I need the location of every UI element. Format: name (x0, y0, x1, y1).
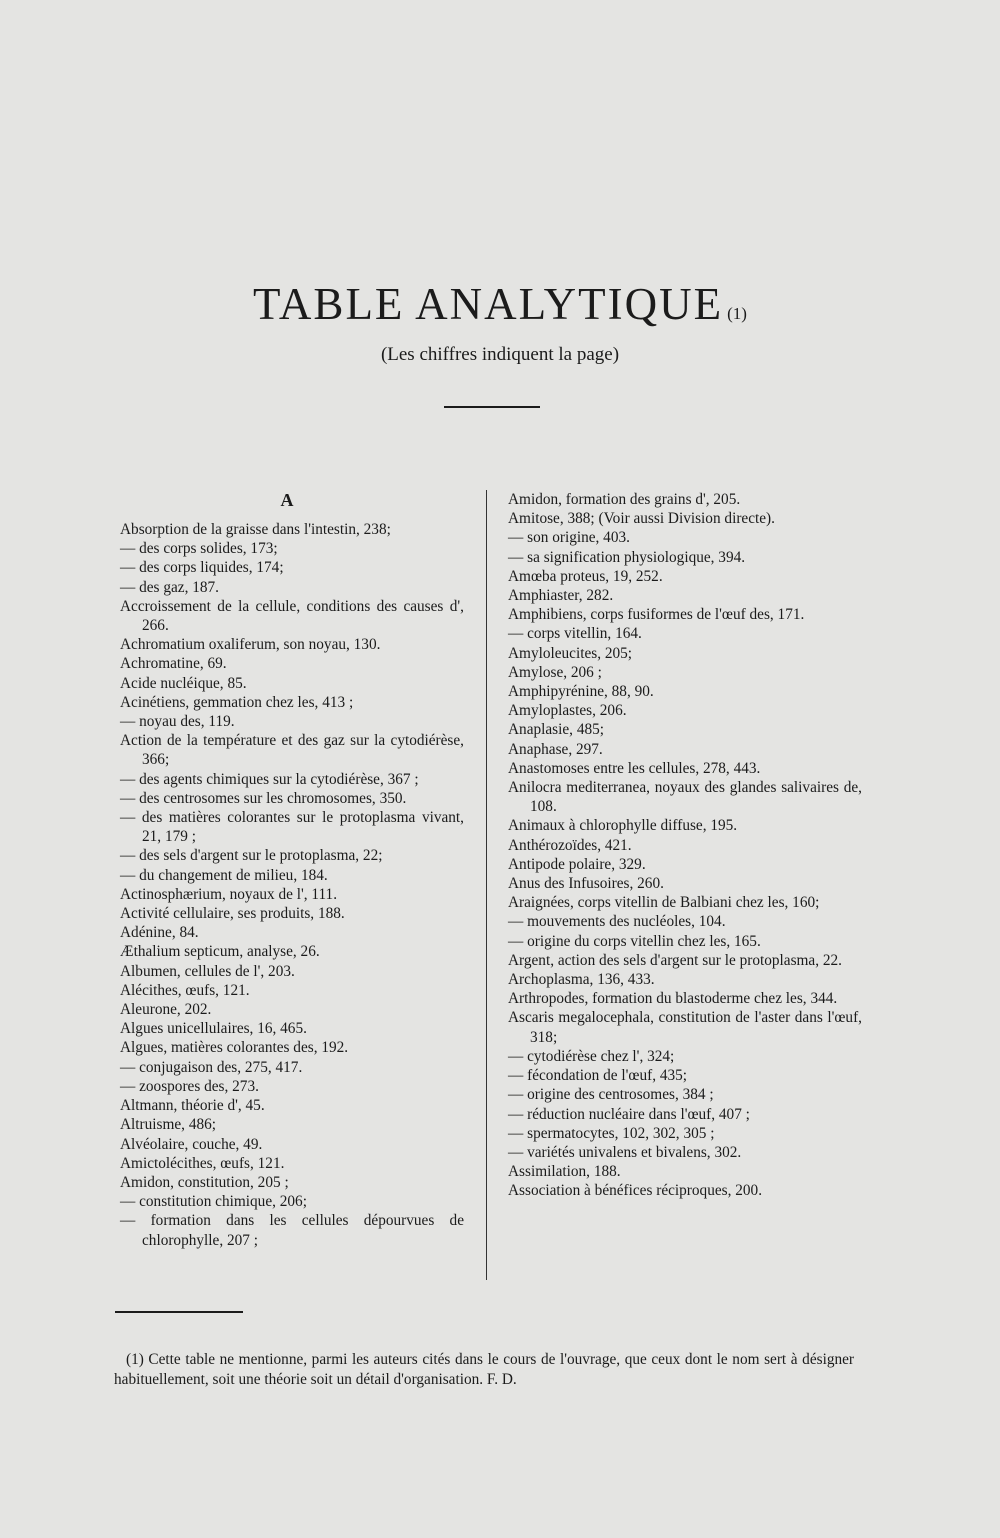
index-entry: Antipode polaire, 329. (508, 855, 646, 873)
index-entry: Amitose, 388; (Voir aussi Division directe). (508, 510, 775, 528)
index-entry: Actinosphærium, noyaux de l', 111. (120, 885, 338, 903)
page-title (0, 278, 1000, 330)
index-entry: Association à bénéfices réciproques, 200. (508, 1182, 763, 1200)
index-entry: — conjugaison des, 275, 417. (120, 1058, 303, 1076)
index-entry: — cytodiérèse chez l', 324; (508, 1047, 675, 1065)
index-entry: Anilocra mediterranea, noyaux des glandes salivaires de, 108. (508, 779, 862, 816)
index-entry: Æthalium septicum, analyse, 26. (120, 943, 320, 961)
index-entry: Amœba proteus, 19, 252. (508, 567, 663, 585)
index-entry: — des matières colorantes sur le protoplasma vivant, 21, 179 ; (120, 809, 464, 846)
page-subtitle: (Les chiffres indiquent la page) (380, 344, 620, 365)
index-entry: Algues unicellulaires, 16, 465. (120, 1020, 307, 1038)
index-entry: Anaphase, 297. (508, 740, 603, 758)
index-entry: — des agents chimiques sur la cytodiérèse, 367 ; (120, 770, 419, 788)
section-letter: A (280, 490, 294, 510)
index-entry: Acinétiens, gemmation chez les, 413 ; (120, 693, 354, 711)
index-entry: Assimilation, 188. (508, 1163, 621, 1181)
index-entry: Action de la température et des gaz sur la cytodiérèse, 366; (120, 732, 464, 769)
index-entry: — des corps solides, 173; (120, 540, 278, 558)
index-entry: — fécondation de l'œuf, 435; (508, 1067, 688, 1085)
index-entry: Amictolécithes, œufs, 121. (120, 1154, 285, 1172)
column-divider (486, 490, 487, 1280)
index-entry: Amyloplastes, 206. (508, 702, 627, 720)
index-entry: Anthérozoïdes, 421. (508, 836, 632, 854)
index-entry: Araignées, corps vitellin de Balbiani chez les, 160; (508, 894, 820, 912)
index-entry: Amphibiens, corps fusiformes de l'œuf des, 171. (508, 606, 805, 624)
index-entry: Altruisme, 486; (120, 1116, 217, 1134)
index-entry: Achromatium oxaliferum, son noyau, 130. (120, 636, 381, 654)
index-entry: Aleurone, 202. (120, 1001, 212, 1019)
index-entry: Animaux à chlorophylle diffuse, 195. (508, 817, 738, 835)
index-entry: Albumen, cellules de l', 203. (120, 962, 295, 980)
index-entry: — sa signification physiologique, 394. (508, 548, 746, 566)
index-entry: — du changement de milieu, 184. (120, 866, 328, 884)
index-entry: Adénine, 84. (120, 924, 199, 942)
index-entry: Amidon, formation des grains d', 205. (508, 491, 741, 508)
footnote-rule (115, 1311, 243, 1313)
index-entry: — constitution chimique, 206; (120, 1193, 307, 1211)
index-entry: Anastomoses entre les cellules, 278, 443. (508, 759, 761, 777)
index-entry: Amidon, constitution, 205 ; (120, 1173, 289, 1191)
index-entry: Anus des Infusoires, 260. (508, 875, 664, 893)
index-entry: Altmann, théorie d', 45. (120, 1097, 265, 1115)
index-entry: — formation dans les cellules dépourvues de chlorophylle, 207 ; (120, 1212, 464, 1249)
index-entry: — son origine, 403. (508, 529, 630, 547)
index-entry: Achromatine, 69. (120, 655, 227, 673)
index-entry: — zoospores des, 273. (120, 1077, 259, 1095)
index-entry: Accroissement de la cellule, conditions des causes d', 266. (120, 597, 464, 635)
index-entry: — des gaz, 187. (120, 578, 219, 596)
index-entry: Anaplasie, 485; (508, 721, 605, 739)
index-entry: — origine du corps vitellin chez les, 165. (508, 932, 761, 950)
index-entry: Amphiaster, 282. (508, 587, 614, 605)
index-entry: Algues, matières colorantes des, 192. (120, 1039, 349, 1057)
footnote-text: (1) Cette table ne mentionne, parmi les auteurs cités dans le cours de l'ouvrage, que ceux dont le nom sert à désigner habituellement, soit une théorie soit un détail d'organisation. F. D. (114, 1351, 854, 1388)
title-rule (444, 406, 540, 408)
index-entry: — variétés univalens et bivalens, 302. (508, 1143, 742, 1161)
index-column-left (120, 520, 464, 1250)
index-entry: — des centrosomes sur les chromosomes, 350. (120, 789, 407, 807)
index-entry: — réduction nucléaire dans l'œuf, 407 ; (508, 1105, 750, 1123)
index-entry: Argent, action des sels d'argent sur le protoplasma, 22. (508, 951, 842, 969)
index-entry: — des sels d'argent sur le protoplasma, 22; (120, 847, 383, 865)
index-entry: Archoplasma, 136, 433. (508, 971, 655, 989)
index-entry: Amylose, 206 ; (508, 663, 602, 681)
index-entry: Ascaris megalocephala, constitution de l'aster dans l'œuf, 318; (508, 1009, 862, 1046)
index-entry: Absorption de la graisse dans l'intestin, 238; (120, 521, 391, 538)
title-text: TABLE ANALYTIQUE (253, 279, 724, 329)
index-entry: — mouvements des nucléoles, 104. (508, 913, 726, 931)
index-entry: Amphipyrénine, 88, 90. (508, 683, 654, 701)
index-entry: Amyloleucites, 205; (508, 644, 633, 662)
index-entry: Alvéolaire, couche, 49. (120, 1135, 263, 1153)
index-entry: — des corps liquides, 174; (120, 559, 284, 577)
footnote-reference: (1) (727, 304, 747, 323)
footnote (114, 1350, 854, 1390)
index-entry: — noyau des, 119. (120, 713, 235, 731)
index-entry: Arthropodes, formation du blastoderme chez les, 344. (508, 990, 838, 1008)
index-entry: Activité cellulaire, ses produits, 188. (120, 905, 345, 923)
index-entry: — origine des centrosomes, 384 ; (508, 1086, 714, 1104)
index-entry: — corps vitellin, 164. (508, 625, 642, 643)
index-entry: Alécithes, œufs, 121. (120, 981, 250, 999)
index-entry: — spermatocytes, 102, 302, 305 ; (508, 1124, 715, 1142)
index-column-right (508, 490, 862, 1201)
index-entry: Acide nucléique, 85. (120, 674, 247, 692)
